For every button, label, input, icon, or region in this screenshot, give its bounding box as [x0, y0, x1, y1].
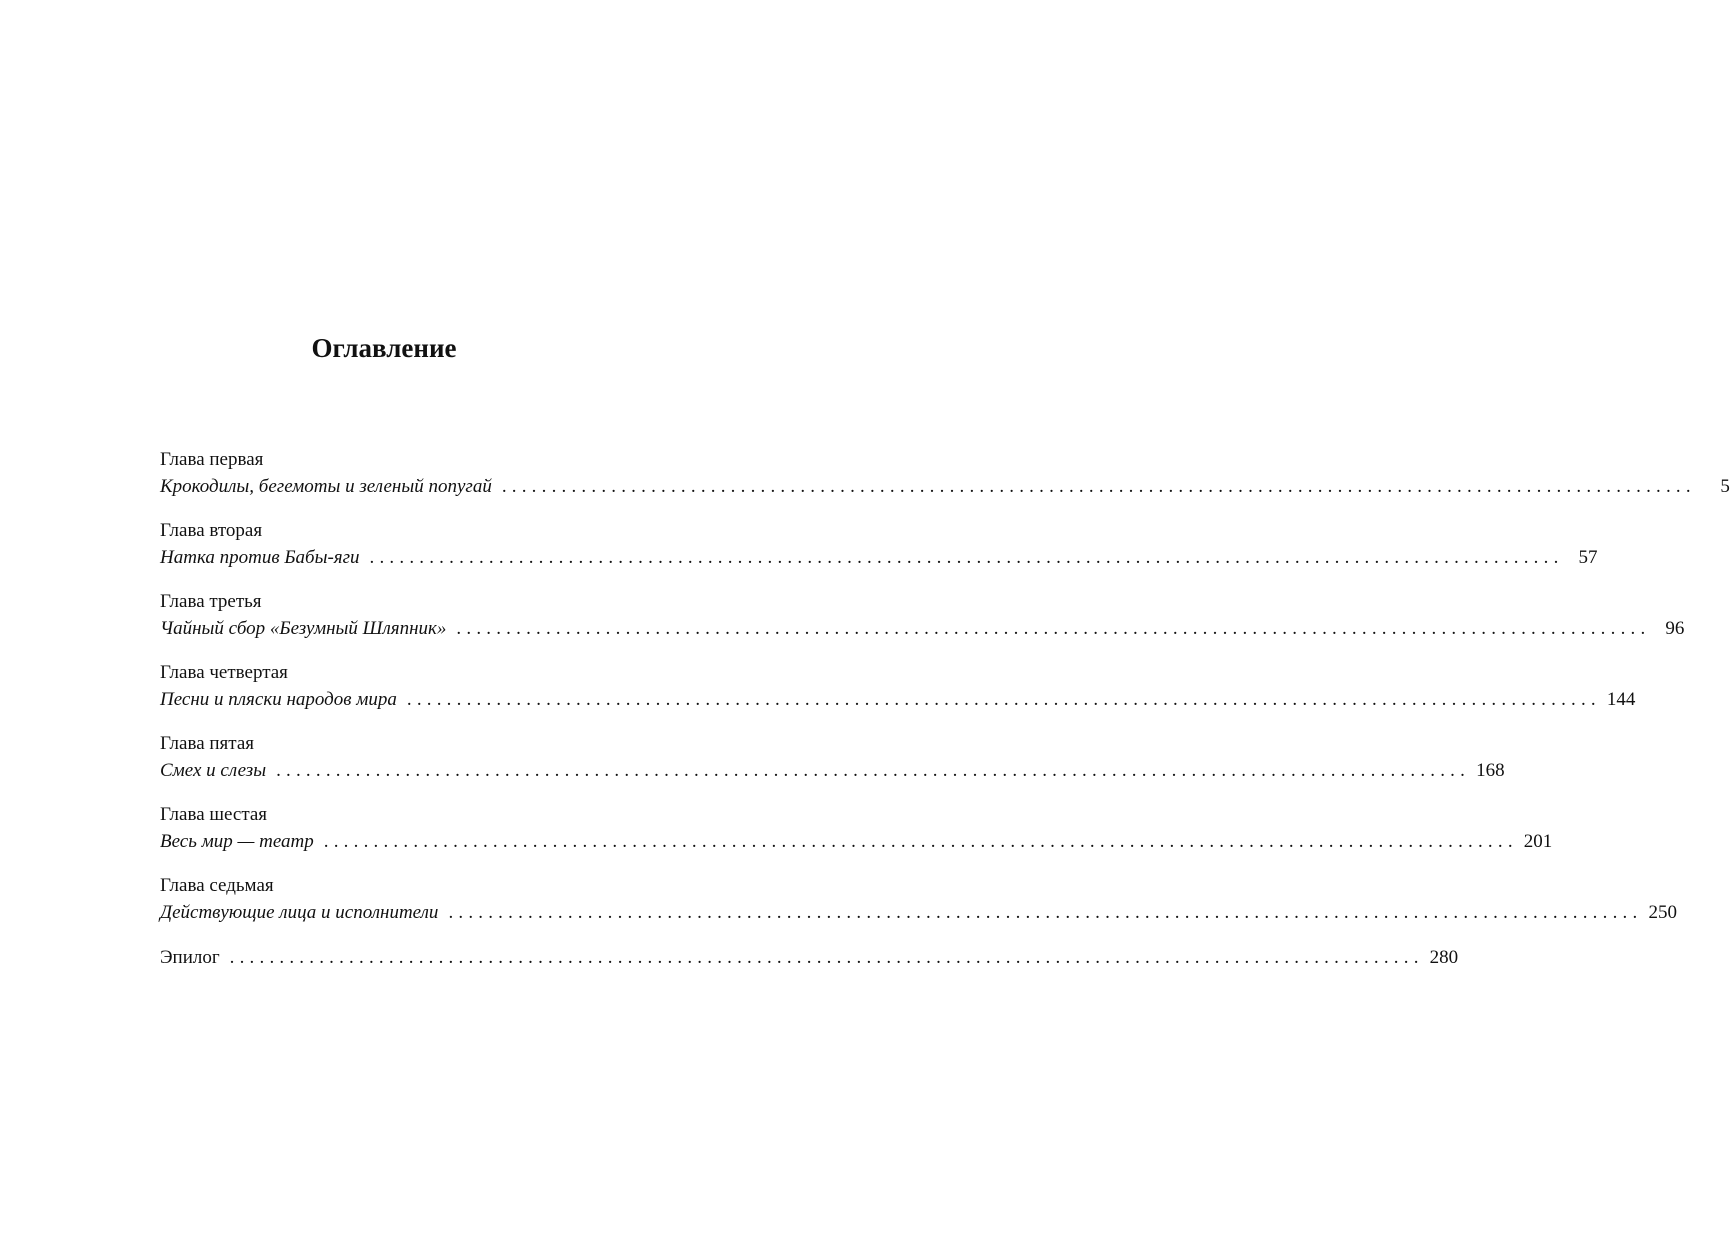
toc-line[interactable] [160, 615, 1685, 643]
page-number: 201 [1523, 831, 1553, 852]
page-number: 280 [1429, 947, 1459, 968]
page-title: Оглавление [311, 333, 457, 363]
toc-epilogue[interactable] [160, 944, 1459, 972]
chapter-title: Крокодилы, бегемоты и зеленый попугай [160, 476, 492, 497]
chapter-label: Глава вторая [160, 520, 263, 541]
dot-leader: ........................................................................................................................ [276, 760, 1471, 781]
chapter-label: Глава четвертая [160, 662, 288, 683]
dot-leader: ........................................................................................................................ [448, 902, 1643, 923]
dot-leader: ........................................................................................................................ [456, 618, 1651, 639]
toc-entry [160, 873, 1677, 927]
chapter-title: Песни и пляски народов мира [160, 689, 397, 710]
toc-line[interactable] [160, 757, 1505, 785]
toc-line[interactable] [160, 544, 1598, 572]
dot-leader: ........................................................................................................................ [501, 476, 1696, 497]
dot-leader: ........................................................................................................................ [229, 947, 1424, 968]
page-number: 57 [1578, 547, 1598, 568]
page-number: 250 [1648, 902, 1677, 923]
chapter-title: Натка против Бабы-яги [160, 547, 360, 568]
page-number: 144 [1606, 689, 1636, 710]
chapter-label: Глава первая [160, 449, 264, 470]
page-number: 96 [1665, 618, 1685, 639]
toc-line[interactable] [160, 473, 1730, 501]
chapter-title: Чайный сбор «Безумный Шляпник» [160, 618, 447, 639]
dot-leader: ........................................................................................................................ [369, 547, 1564, 568]
dot-leader: ........................................................................................................................ [323, 831, 1518, 852]
toc-entry [160, 447, 1730, 501]
page-number: 5 [1720, 476, 1730, 497]
toc-entry [160, 731, 1505, 785]
chapter-label: Глава третья [160, 591, 262, 612]
chapter-label: Глава шестая [160, 804, 268, 825]
chapter-label: Глава пятая [160, 733, 254, 754]
toc-entry [160, 518, 1598, 572]
chapter-title: Весь мир — театр [160, 831, 314, 852]
epilogue-title: Эпилог [160, 947, 220, 968]
table-of-contents [160, 447, 1730, 972]
toc-line[interactable] [160, 686, 1636, 714]
page-number: 168 [1476, 760, 1505, 781]
dot-leader: ........................................................................................................................ [406, 689, 1601, 710]
chapter-title: Действующие лица и исполнители [160, 902, 439, 923]
toc-line[interactable] [160, 828, 1553, 856]
toc-line[interactable] [160, 899, 1677, 927]
chapter-title: Смех и слезы [160, 760, 267, 781]
toc-entry [160, 589, 1685, 643]
chapter-label: Глава седьмая [160, 875, 274, 896]
toc-entry [160, 660, 1636, 714]
toc-entry [160, 802, 1553, 856]
